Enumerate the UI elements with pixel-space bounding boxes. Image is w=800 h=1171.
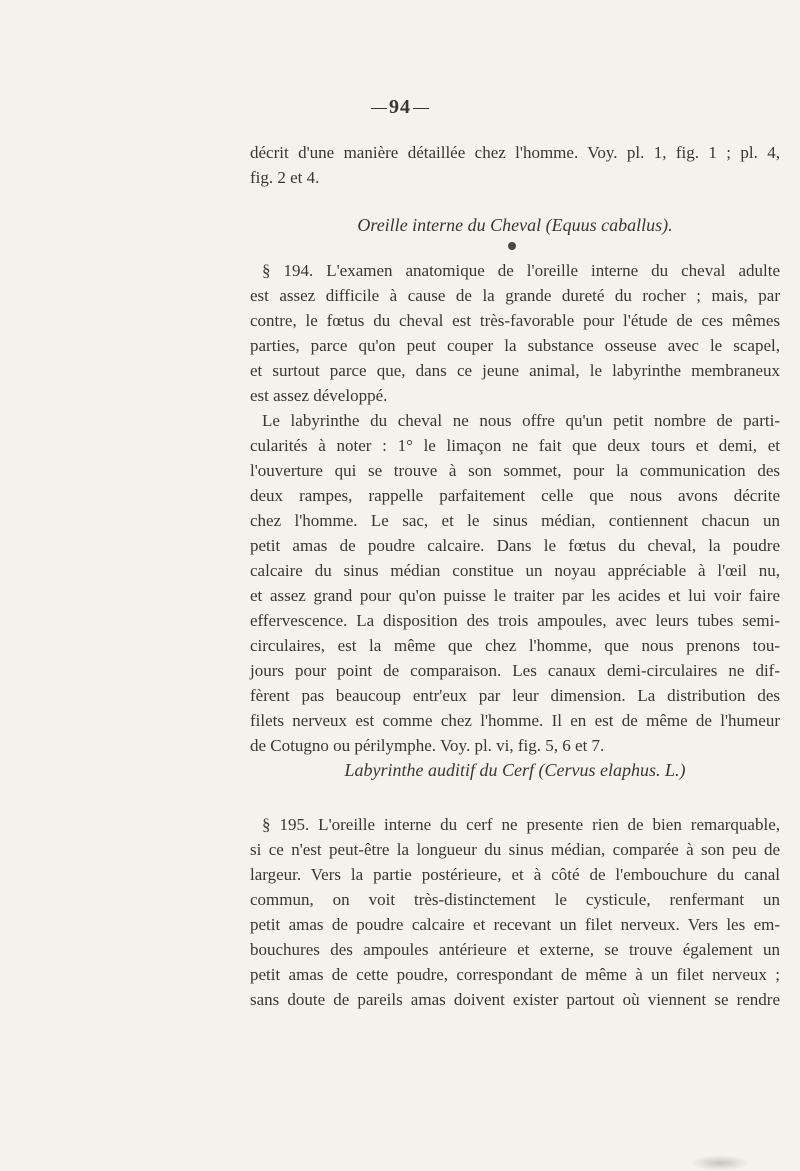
text-line: Le labyrinthe du cheval ne nous offre qu'un petit nombre de parti- [262, 411, 780, 430]
section-heading-cheval: Oreille interne du Cheval (Equus caballus). [357, 215, 673, 235]
text-line: effervescence. La disposition des trois ampoules, avec leurs tubes semi- [250, 611, 780, 630]
text-line: de Cotugno ou périlymphe. Voy. pl. vi, fig. 5, 6 et 7. [250, 736, 605, 755]
text-line: petit amas de poudre calcaire. Dans le fœtus du cheval, la poudre [250, 536, 780, 555]
text-line: filets nerveux est comme chez l'homme. Il en est de même de l'humeur [250, 711, 780, 730]
text-line: § 194. L'examen anatomique de l'oreille interne du cheval adulte [262, 261, 780, 280]
text-line: est assez développé. [250, 386, 388, 405]
text-line: jours pour point de comparaison. Les canaux demi-circulaires ne dif- [250, 661, 780, 680]
text-line: et assez grand pour qu'on puisse le traiter par les acides et lui voir faire [250, 586, 780, 605]
text-line: sans doute de pareils amas doivent exister partout où viennent se rendre [250, 990, 780, 1009]
text-line: deux rampes, rappelle parfaitement celle que nous avons décrite [250, 486, 780, 505]
text-line: largeur. Vers la partie postérieure, et à côté de l'embouchure du canal [250, 865, 780, 884]
section-heading-cerf: Labyrinthe auditif du Cerf (Cervus elaphus. L.) [344, 760, 686, 780]
section-body-cheval [250, 258, 780, 758]
page-smudge [690, 1155, 750, 1171]
intro-line-2: fig. 2 et 4. [250, 168, 320, 187]
text-line: petit amas de cette poudre, correspondant de même à un filet nerveux ; [250, 965, 780, 984]
intro-paragraph [250, 140, 780, 190]
text-line: parties, parce qu'on peut couper la substance osseuse avec le scapel, [250, 336, 780, 355]
text-line: cularités à noter : 1° le limaçon ne fait que deux tours et demi, et [250, 436, 780, 455]
text-line: circulaires, est la même que chez l'homme, que nous prenons tou- [250, 636, 780, 655]
text-line: si ce n'est peut-être la longueur du sinus médian, comparée à son peu de [250, 840, 780, 859]
text-line: fèrent pas beaucoup entr'eux par leur dimension. La distribution des [250, 686, 780, 705]
text-line: contre, le fœtus du cheval est très-favorable pour l'étude de ces mêmes [250, 311, 780, 330]
ornament-dot [508, 242, 516, 250]
text-line: calcaire du sinus médian constitue un noyau appréciable à l'œil nu, [250, 561, 780, 580]
text-line: chez l'homme. Le sac, et le sinus médian, contiennent chacun un [250, 511, 780, 530]
text-line: est assez difficile à cause de la grande dureté du rocher ; mais, par [250, 286, 780, 305]
section-body-cerf [250, 812, 780, 1012]
text-line: petit amas de poudre calcaire et recevant un filet nerveux. Vers les em- [250, 915, 780, 934]
text-line: l'ouverture qui se trouve à son sommet, pour la communication des [250, 461, 780, 480]
text-line: § 195. L'oreille interne du cerf ne presente rien de bien remarquable, [262, 815, 780, 834]
text-line: commun, on voit très-distinctement le cysticule, renfermant un [250, 890, 780, 909]
page-number: 94 [0, 96, 800, 119]
intro-line-1: décrit d'une manière détaillée chez l'homme. Voy. pl. 1, fig. 1 ; pl. 4, [250, 143, 780, 162]
text-line: bouchures des ampoules antérieure et externe, se trouve également un [250, 940, 780, 959]
text-line: et surtout parce que, dans ce jeune animal, le labyrinthe membraneux [250, 361, 780, 380]
